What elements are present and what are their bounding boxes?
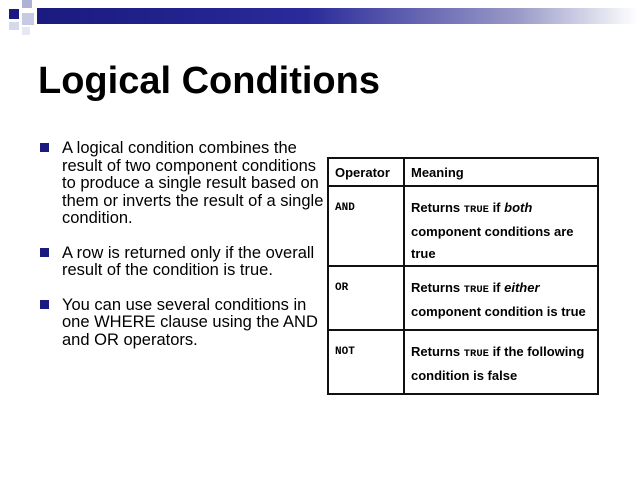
table-row: [328, 266, 598, 330]
operators-table: [327, 157, 599, 395]
operator-cell: NOT: [328, 330, 404, 394]
bullet-item: [40, 245, 325, 280]
keyword-text: TRUE: [463, 284, 489, 296]
slide-title: Logical Conditions: [38, 60, 380, 102]
square-bullet-icon: [40, 248, 49, 257]
meaning-cell: [404, 330, 598, 394]
meaning-text: component conditions are true: [411, 224, 574, 261]
keyword-text: TRUE: [463, 348, 489, 360]
emphasis-text: both: [504, 200, 533, 215]
keyword-text: TRUE: [463, 204, 489, 216]
operator-cell: OR: [328, 266, 404, 330]
bullet-text: You can use several conditions in one WHERE clause using the AND and OR operators.: [62, 295, 318, 349]
table-row: [328, 330, 598, 394]
table-header-row: [328, 158, 598, 186]
meaning-text: Returns: [411, 344, 464, 359]
table-row: [328, 186, 598, 266]
decor-square: [9, 9, 19, 19]
meaning-text: if: [488, 280, 505, 295]
column-header-operator: Operator: [328, 158, 404, 186]
emphasis-text: either: [504, 280, 540, 295]
square-bullet-icon: [40, 143, 49, 152]
decor-square: [9, 22, 19, 30]
bullet-list: [40, 140, 325, 349]
bullet-item: [40, 297, 325, 350]
meaning-cell: [404, 186, 598, 266]
decor-square: [22, 27, 30, 35]
meaning-text: component condition is true: [411, 304, 586, 319]
header-gradient-bar: [37, 8, 638, 24]
square-bullet-icon: [40, 300, 49, 309]
meaning-cell: [404, 266, 598, 330]
meaning-text: if the following condition is false: [411, 344, 585, 383]
bullet-text: A row is returned only if the overall result of the condition is true.: [62, 243, 315, 279]
meaning-text: if: [488, 200, 505, 215]
decor-square: [22, 0, 32, 8]
decor-square: [22, 13, 34, 25]
operator-cell: AND: [328, 186, 404, 266]
meaning-text: Returns: [411, 280, 464, 295]
meaning-text: Returns: [411, 200, 464, 215]
bullet-text: A logical condition combines the result of two component conditions to produce a single result based on them or inverts the result of a single condition.: [62, 139, 324, 227]
column-header-meaning: Meaning: [404, 158, 598, 186]
bullet-item: [40, 140, 325, 228]
